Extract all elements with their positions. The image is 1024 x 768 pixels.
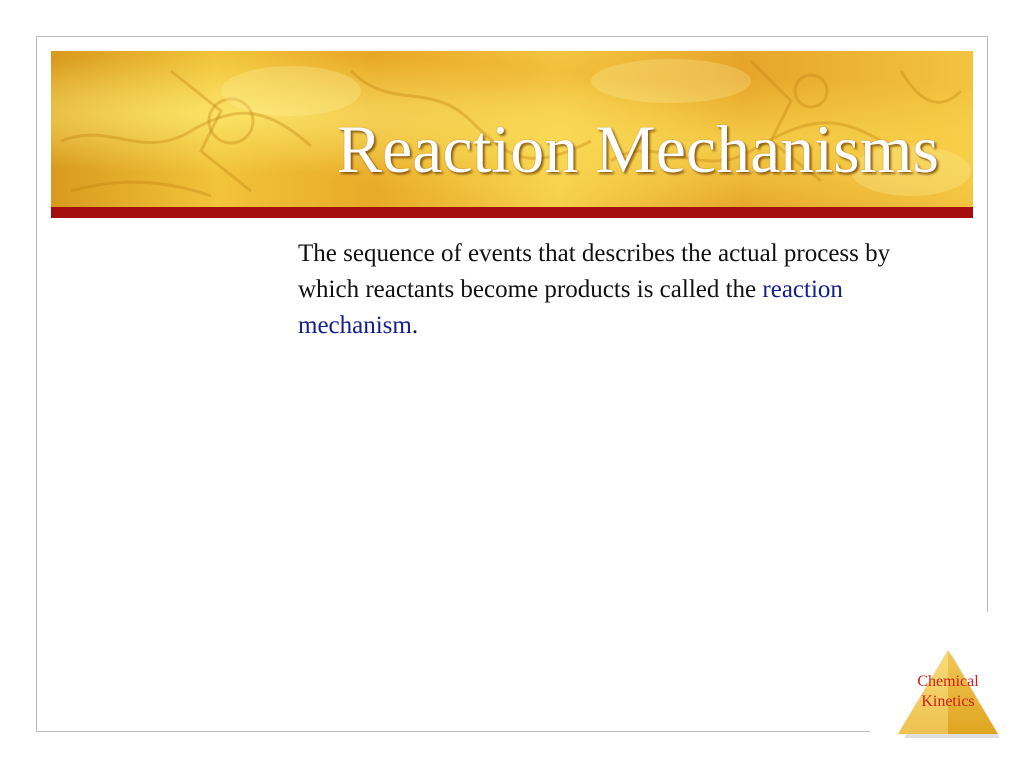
body-text-after: . (411, 312, 419, 339)
highlighted-term: reaction mechanism (298, 276, 843, 339)
logo-line-1: Chemical (917, 673, 979, 690)
body-text-before: The sequence of events that describes the actual process by which reactants become products is called the (298, 240, 891, 303)
page-title: Reaction Mechanisms (336, 111, 939, 187)
logo-label (894, 672, 1002, 712)
title-banner (51, 51, 973, 207)
title-divider (51, 207, 973, 218)
body-paragraph (298, 236, 948, 344)
logo-line-2: Kinetics (921, 693, 975, 710)
